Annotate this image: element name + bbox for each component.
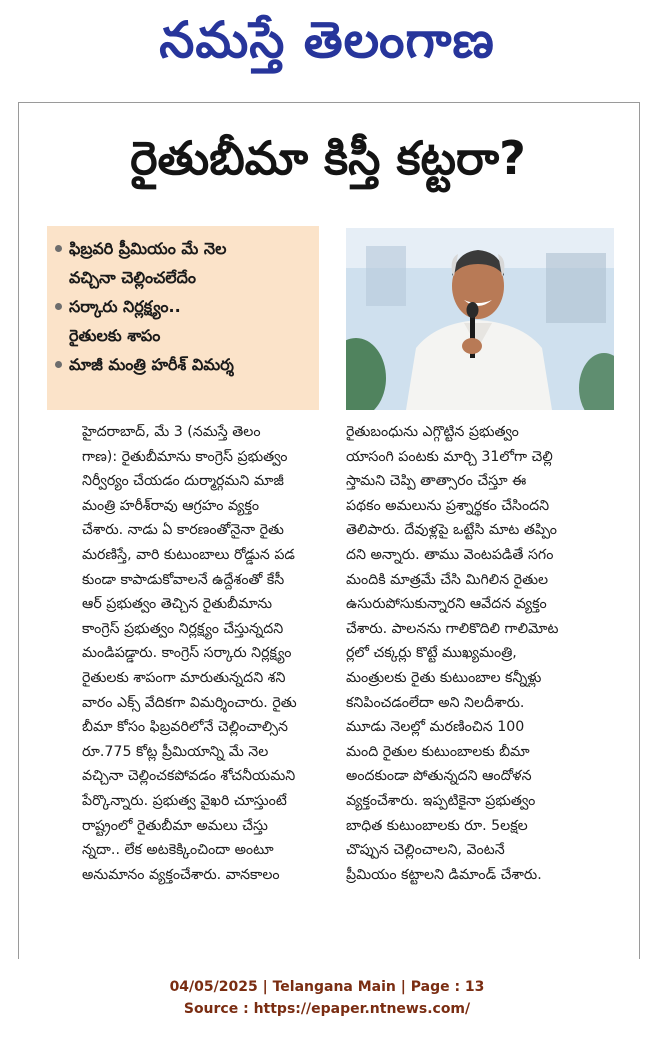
highlight-line: మాజీ మంత్రి హరీశ్ విమర్శ	[69, 350, 309, 379]
article-line: మూడు నెలల్లో మరణించిన 100	[346, 719, 525, 736]
source-link[interactable]: Source : https://epaper.ntnews.com/	[183, 1001, 471, 1017]
article-line: ప్రీమియం కట్టాలని డిమాండ్ చేశారు.	[346, 866, 542, 883]
highlight-item	[69, 350, 309, 379]
highlight-line: రైతులకు శాపం	[69, 326, 161, 345]
article-line: గాణ): రైతుబీమాను కాంగ్రెస్ ప్రభుత్వం	[82, 448, 288, 465]
article-line: మరణిస్తే, వారి కుటుంబాలు రోడ్డున పడ	[82, 546, 295, 563]
article-line: మందికి మాత్రమే చేసి మిగిలిన రైతుల	[346, 571, 549, 588]
article-column-right	[346, 420, 612, 887]
article-line: వ్యక్తంచేశారు. ఇప్పటికైనా ప్రభుత్వం	[346, 792, 536, 809]
highlight-item	[69, 292, 309, 350]
article-line: చేశారు. పాలనను గాలికొదిలి గాలిమోట	[346, 620, 559, 637]
article-line: మంత్రి హరీశ్‌రావు ఆగ్రహం వ్యక్తం	[82, 497, 260, 514]
article-line: రైతులకు శాపంగా మారుతున్నదని శని	[82, 669, 286, 686]
article-line: నిర్వీర్యం చేయడం దుర్మార్గమని మాజీ	[82, 473, 284, 490]
article-line: ఆర్ ప్రభుత్వం తెచ్చిన రైతుబీమాను	[82, 596, 273, 613]
article-line: కనిపించడంలేదా అని నిలదీశారు.	[346, 694, 525, 711]
article-line: యాసంగి పంటకు మార్చి 31లోగా చెల్లి	[346, 448, 553, 465]
bullet-icon	[55, 303, 62, 310]
article-line: పథకం అమలును ప్రశ్నార్థకం చేసిందని	[346, 497, 550, 514]
article-line: వారం ఎక్స్ వేదికగా విమర్శించారు. రైతు	[82, 694, 297, 711]
highlight-line: వచ్చినా చెల్లించలేదేం	[69, 268, 197, 287]
article-line: పేర్కొన్నారు. ప్రభుత్వ వైఖరి చూస్తుంటే	[82, 792, 287, 809]
masthead	[0, 0, 654, 90]
highlight-line: ఫిబ్రవరి ప్రీమియం మే నెల	[69, 234, 309, 263]
news-photo	[346, 228, 614, 410]
article-line: బీమా కోసం ఫిబ్రవరిలోనే చెల్లించాల్సిన	[82, 719, 288, 736]
article-line: రైతుబంధును ఎగ్గొట్టిన ప్రభుత్వం	[346, 424, 519, 440]
article-line: న్నదా.. లేక అటకెక్కించిందా అంటూ	[82, 842, 274, 859]
article-line: ర్లలో చక్కర్లు కొట్టే ముఖ్యమంత్రి,	[346, 645, 517, 662]
speaker-photo-illustration	[346, 228, 614, 410]
edition-info: 04/05/2025 | Telangana Main | Page : 13	[169, 979, 485, 995]
page-footer	[0, 976, 654, 1020]
article-line: కాంగ్రెస్ ప్రభుత్వం నిర్లక్ష్యం చేస్తున్నదని	[82, 620, 284, 637]
article-line: తెలిపారు. దేవుళ్లపై ఒట్టేసి మాట తప్పిం	[346, 522, 557, 539]
bullet-icon	[55, 245, 62, 252]
article-line: మంది రైతుల కుటుంబాలకు బీమా	[346, 743, 530, 760]
highlight-line: సర్కారు నిర్లక్ష్యం..	[69, 292, 309, 321]
article-line: కుండా కాపాడుకోవాలనే ఉద్దేశంతో కేసీ	[82, 571, 285, 588]
newspaper-logo: నమస్తే తెలంగాణ	[159, 11, 495, 69]
article-line: మంత్రులకు రైతు కుటుంబాల కన్నీళ్లు	[346, 669, 542, 686]
bullet-icon	[55, 361, 62, 368]
article-line: హైదరాబాద్, మే 3 (నమస్తే తెలం	[82, 424, 261, 440]
highlights-box	[47, 226, 319, 410]
article-line: దని అన్నారు. తాము వెంటపడితే సగం	[346, 546, 554, 563]
article-line: అనుమానం వ్యక్తంచేశారు. వానకాలం	[82, 866, 280, 883]
article-line: చొప్పున చెల్లించాలని, వెంటనే	[346, 842, 505, 859]
headline: రైతుబీమా కిస్తీ కట్టరా?	[130, 131, 526, 185]
article-line: వచ్చినా చెల్లించకపోవడం శోచనీయమని	[82, 768, 296, 785]
article-line: రూ.775 కోట్ల ప్రీమియాన్ని మే నెల	[82, 743, 269, 760]
article-line: రాష్ట్రంలో రైతుబీమా అమలు చేస్తు	[82, 817, 268, 834]
article-line: మండిపడ్డారు. కాంగ్రెస్ సర్కారు నిర్లక్ష్యం	[82, 645, 292, 662]
article-line: చేశారు. నాడు ఏ కారణంతోనైనా రైతు	[82, 522, 284, 539]
highlight-item	[69, 234, 309, 292]
article-line: స్తామని చెప్పి తాత్సారం చేస్తూ ఈ	[346, 473, 527, 490]
article-column-left	[82, 420, 320, 887]
article-line: బాధిత కుటుంబాలకు రూ. 5లక్షల	[346, 817, 528, 834]
article-line: ఉసురుపోసుకున్నారని ఆవేదన వ్యక్తం	[346, 596, 547, 613]
article-line: అందకుండా పోతున్నదని ఆందోళన	[346, 768, 532, 785]
